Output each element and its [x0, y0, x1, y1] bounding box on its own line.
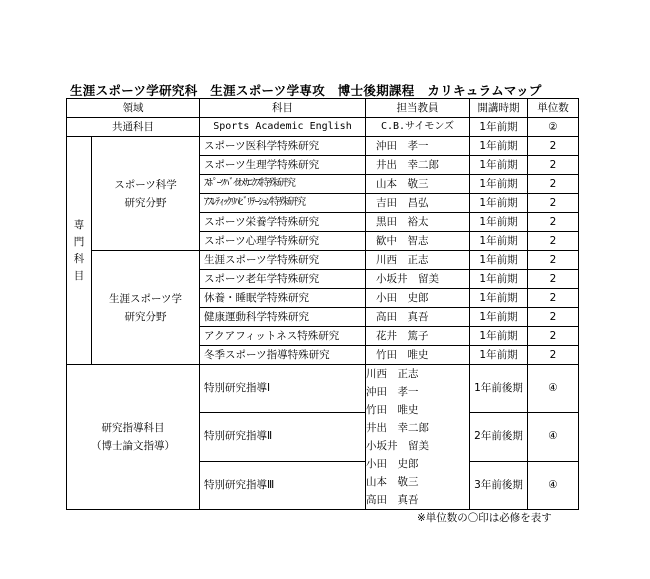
credits: 2 [528, 156, 579, 175]
header-subject: 科目 [200, 99, 366, 118]
period: 1年前期 [470, 251, 528, 270]
area-research-guidance: 研究指導科目 （博士論文指導） [67, 365, 200, 510]
header-area: 領域 [67, 99, 200, 118]
subject: ｱｽﾚﾃｨｯｸﾘﾊﾋﾞﾘﾃｰｼｮﾝ特殊研究 [200, 194, 366, 213]
teacher: 竹田 唯史 [366, 404, 419, 416]
credits: 2 [528, 251, 579, 270]
teacher: 沖田 孝一 [366, 137, 470, 156]
teacher: 歓中 智志 [366, 232, 470, 251]
period: 1年前期 [470, 156, 528, 175]
subject: 冬季スポーツ指導特殊研究 [200, 346, 366, 365]
teacher: 竹田 唯史 [366, 346, 470, 365]
credits: 2 [528, 289, 579, 308]
area-sports-science: スポーツ科学 研究分野 [92, 137, 200, 251]
teacher: 小坂井 留美 [366, 270, 470, 289]
period: 1年前期 [470, 213, 528, 232]
subject: 特別研究指導Ⅱ [200, 413, 366, 461]
teacher: 山本 敬三 [366, 175, 470, 194]
footnote: ※単位数の〇印は必修を表す [417, 512, 552, 524]
subject: 健康運動科学特殊研究 [200, 308, 366, 327]
period: 1年前期 [470, 346, 528, 365]
teacher: 小田 史郎 [366, 458, 419, 470]
credits: 2 [528, 270, 579, 289]
teacher: 井出 幸二郎 [366, 422, 429, 434]
credits: ④ [528, 461, 579, 509]
common-row [67, 118, 579, 137]
period: 1年前期 [470, 308, 528, 327]
subject: スポーツ心理学特殊研究 [200, 232, 366, 251]
teacher: 小田 史郎 [366, 289, 470, 308]
header-teacher: 担当教員 [366, 99, 470, 118]
specialized-label: 専 門 科 目 [67, 137, 92, 365]
table-row [67, 365, 579, 413]
common-teacher: C.B.サイモンズ [366, 118, 470, 137]
period: 2年前後期 [470, 413, 528, 461]
period: 1年前期 [470, 175, 528, 194]
teacher: 高田 真吾 [366, 308, 470, 327]
teacher: 吉田 昌弘 [366, 194, 470, 213]
common-credits: ② [528, 118, 579, 137]
period: 1年前期 [470, 194, 528, 213]
credits: 2 [528, 194, 579, 213]
teacher: 黒田 裕太 [366, 213, 470, 232]
common-label: 共通科目 [67, 118, 200, 137]
period: 1年前期 [470, 232, 528, 251]
period: 3年前後期 [470, 461, 528, 509]
table-row [67, 251, 579, 270]
period: 1年前後期 [470, 365, 528, 413]
teacher: 山本 敬三 [366, 476, 419, 488]
common-subject: Sports Academic English [200, 118, 366, 137]
period: 1年前期 [470, 327, 528, 346]
subject: スポーツ栄養学特殊研究 [200, 213, 366, 232]
teacher: 高田 真吾 [366, 494, 419, 506]
header-credits: 単位数 [528, 99, 579, 118]
period: 1年前期 [470, 289, 528, 308]
subject: スポーツ老年学特殊研究 [200, 270, 366, 289]
credits: 2 [528, 232, 579, 251]
period: 1年前期 [470, 137, 528, 156]
teacher: 沖田 孝一 [366, 386, 419, 398]
credits: 2 [528, 308, 579, 327]
curriculum-table [66, 98, 579, 510]
credits: 2 [528, 175, 579, 194]
teacher: 川西 正志 [366, 368, 419, 380]
research-teachers [366, 365, 470, 510]
subject: 休養・睡眠学特殊研究 [200, 289, 366, 308]
teacher: 花井 篤子 [366, 327, 470, 346]
teacher: 小坂井 留美 [366, 440, 429, 452]
subject: スポーツ生理学特殊研究 [200, 156, 366, 175]
period: 1年前期 [470, 270, 528, 289]
credits: 2 [528, 137, 579, 156]
teacher: 井出 幸二郎 [366, 156, 470, 175]
credits: 2 [528, 346, 579, 365]
subject: アクアフィットネス特殊研究 [200, 327, 366, 346]
credits: ④ [528, 413, 579, 461]
header-period: 開講時期 [470, 99, 528, 118]
credits: 2 [528, 327, 579, 346]
page-title: 生涯スポーツ学研究科 生涯スポーツ学専攻 博士後期課程 カリキュラムマップ [70, 83, 542, 98]
area-lifelong-sports: 生涯スポーツ学 研究分野 [92, 251, 200, 365]
credits: 2 [528, 213, 579, 232]
subject: 生涯スポーツ学特殊研究 [200, 251, 366, 270]
header-row [67, 99, 579, 118]
credits: ④ [528, 365, 579, 413]
table-row [67, 137, 579, 156]
subject: ｽﾎﾟｰﾂﾊﾞｲｵﾒｶﾆｸｽ特殊研究 [200, 175, 366, 194]
teacher: 川西 正志 [366, 251, 470, 270]
subject: スポーツ医科学特殊研究 [200, 137, 366, 156]
subject: 特別研究指導Ⅰ [200, 365, 366, 413]
common-period: 1年前期 [470, 118, 528, 137]
subject: 特別研究指導Ⅲ [200, 461, 366, 509]
